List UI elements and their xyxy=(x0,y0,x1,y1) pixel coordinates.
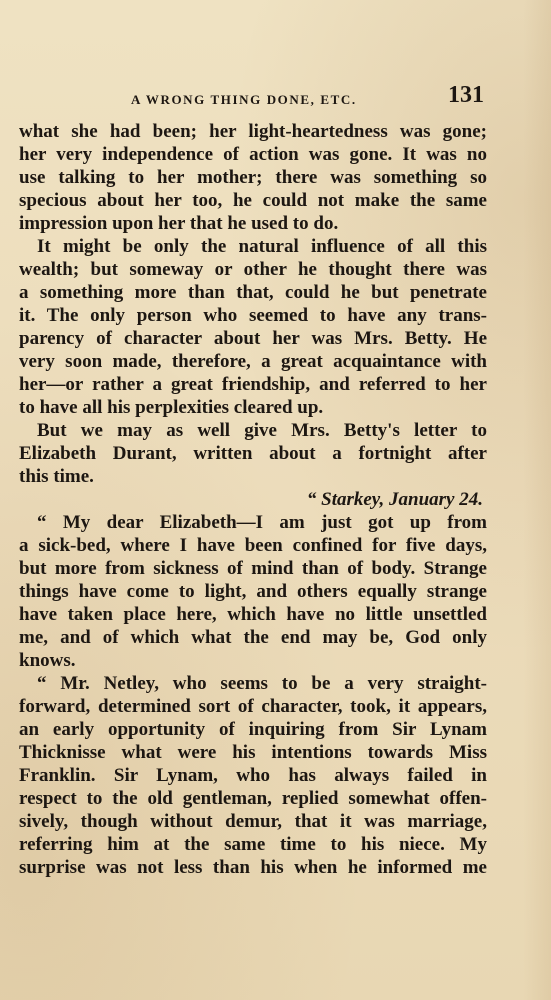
text-line: this time. xyxy=(19,466,94,487)
text-line: it. The only person who seemed to have any trans- xyxy=(19,305,487,326)
text-line: but more from sickness of mind than of body. Strange xyxy=(19,558,487,579)
text-line: sively, though without demur, that it was marriage, xyxy=(19,811,487,832)
text-line: Thicknisse what were his intentions towards Miss xyxy=(19,742,487,763)
letter-dateline: “ Starkey, January 24. xyxy=(306,489,483,510)
running-title: A WRONG THING DONE, ETC. xyxy=(131,92,357,107)
text-line: impression upon her that he used to do. xyxy=(19,213,339,234)
text-line: things have come to light, and others equally strange xyxy=(19,581,487,602)
text-line: very soon made, therefore, a great acquaintance with xyxy=(19,351,487,372)
text-line: what she had been; her light-heartedness was gone; xyxy=(19,121,487,142)
text-line: a something more than that, could he but penetrate xyxy=(19,282,487,303)
text-line: her very independence of action was gone. It was no xyxy=(19,144,487,165)
text-line: forward, determined sort of character, took, it appears, xyxy=(19,696,487,717)
text-line: “ Mr. Netley, who seems to be a very straight- xyxy=(37,673,487,694)
text-line: Franklin. Sir Lynam, who has always failed in xyxy=(19,765,487,786)
body-text xyxy=(19,120,487,879)
text-line: me, and of which what the end may be, God only xyxy=(19,627,487,648)
text-line: knows. xyxy=(19,650,76,671)
text-line: referring him at the same time to his niece. My xyxy=(19,834,487,855)
letter-salutation-line: “ My dear Elizabeth—I am just got up from xyxy=(37,512,487,533)
text-line: have taken place here, which have no little unsettled xyxy=(19,604,487,625)
text-line: an early opportunity of inquiring from Sir Lynam xyxy=(19,719,487,740)
text-line: surprise was not less than his when he informed me xyxy=(19,857,487,878)
text-line: Elizabeth Durant, written about a fortnight after xyxy=(19,443,487,464)
text-line: parency of character about her was Mrs. Betty. He xyxy=(19,328,487,349)
running-head xyxy=(19,82,484,112)
text-line: a sick-bed, where I have been confined for five days, xyxy=(19,535,487,556)
text-line: her—or rather a great friendship, and referred to her xyxy=(19,374,487,395)
page-edge-stain xyxy=(523,0,551,1000)
text-line: to have all his perplexities cleared up. xyxy=(19,397,324,418)
text-line: specious about her too, he could not make the same xyxy=(19,190,487,211)
text-line: wealth; but someway or other he thought there was xyxy=(19,259,487,280)
page-number: 131 xyxy=(448,82,484,108)
text-line: It might be only the natural influence of all this xyxy=(37,236,487,257)
text-line: But we may as well give Mrs. Betty's letter to xyxy=(37,420,487,441)
text-line: respect to the old gentleman, replied somewhat offen- xyxy=(19,788,487,809)
text-line: use talking to her mother; there was something so xyxy=(19,167,487,188)
